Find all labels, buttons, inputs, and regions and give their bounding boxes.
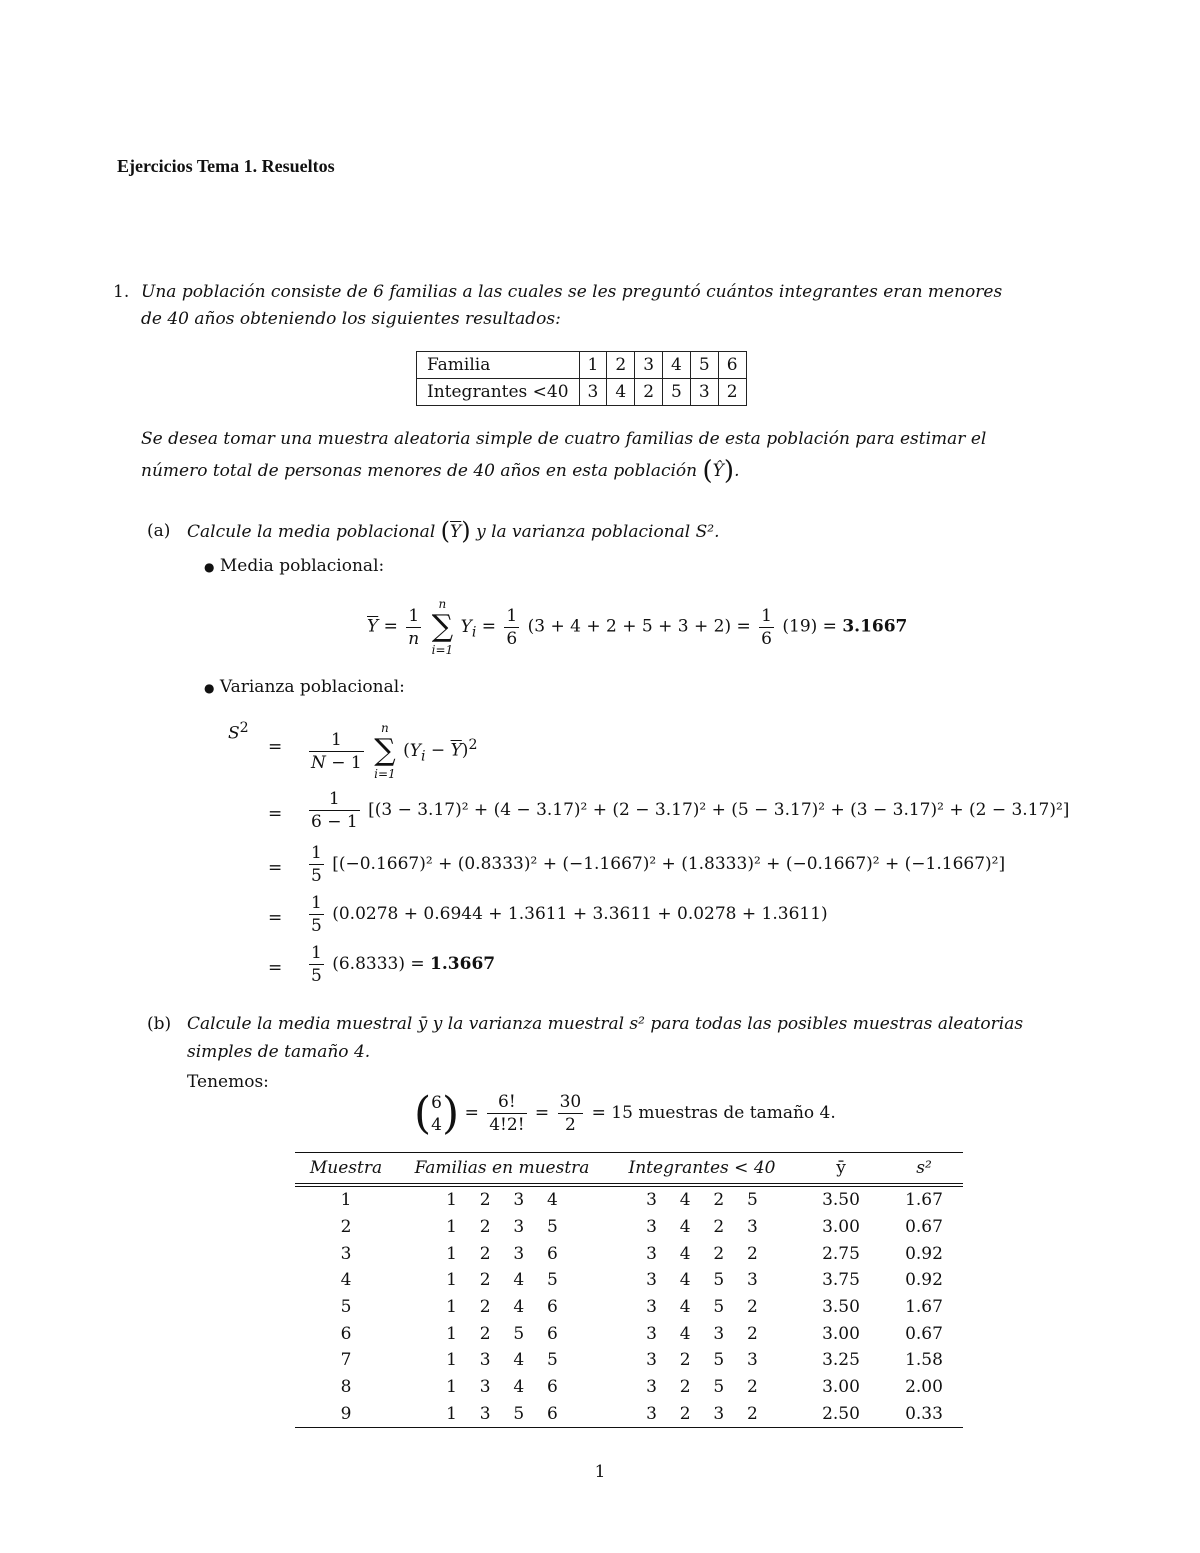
mean-expression2: (19) =	[782, 616, 837, 637]
sample-members: 3 2 5 2	[646, 1377, 758, 1398]
sample-mean: 3.25	[822, 1350, 860, 1371]
sample-number: 9	[295, 1401, 397, 1428]
part-a-question: Calcule la media poblacional $(\overline{Y})$ y la varianza poblacional S².	[187, 517, 720, 545]
sample-families: 1 3 4 6	[446, 1377, 558, 1398]
tenemos-text: Tenemos:	[187, 1072, 269, 1092]
family-cell: 2	[607, 352, 635, 379]
sample-families: 1 3 4 5	[446, 1350, 558, 1371]
bullet-media	[204, 553, 384, 580]
table-row	[295, 1185, 963, 1214]
family-label: Familia	[417, 352, 580, 379]
combination-equation: ( 6 4 ) = $\frac{6!}{4!2!}$ = $\frac{30}{2}$ = 15 muestras de tamaño 4.	[414, 1088, 836, 1139]
members-row	[417, 379, 747, 406]
sample-families: 1 2 4 6	[446, 1297, 558, 1318]
problem-number: 1.	[113, 282, 130, 302]
part-b-line1: Calcule la media muestral ȳ y la varianza muestral s² para todas las posibles muestras aleatorias	[187, 1014, 1024, 1034]
family-cell: 4	[663, 352, 691, 379]
variance-line5-text: (6.8333) =	[332, 954, 425, 974]
sample-members: 3 4 2 2	[646, 1243, 758, 1264]
table-row	[295, 1347, 963, 1374]
table-row	[295, 1294, 963, 1321]
goal-line1: Se desea tomar una muestra aleatoria simple de cuatro familias de esta población para estimar el	[141, 429, 987, 449]
sample-mean: 2.75	[822, 1243, 860, 1264]
combination-text: = 15 muestras de tamaño 4.	[591, 1103, 836, 1123]
variance-line3: $\frac{1}{5}$ [(−0.1667)² + (0.8333)² + (−1.1667)² + (1.8333)² + (−0.1667)² + (−1.1667)²]	[311, 843, 1006, 886]
sample-mean: 3.75	[822, 1270, 860, 1291]
members-cell: 3	[690, 379, 718, 406]
sample-members: 3 2 3 2	[607, 1401, 797, 1428]
members-cell: 3	[579, 379, 607, 406]
members-cell: 2	[718, 379, 746, 406]
part-a-text1: Calcule la media poblacional	[187, 522, 436, 542]
equals-sign: =	[268, 958, 283, 978]
sample-members: 3 4 2 3	[646, 1217, 758, 1238]
problem-statement-line2: de 40 años obteniendo los siguientes resultados:	[141, 309, 561, 329]
members-label: Integrantes <40	[417, 379, 580, 406]
sample-mean: 3.50	[822, 1297, 860, 1318]
sample-members: 3 2 5 3	[646, 1350, 758, 1371]
sample-number: 1	[340, 1190, 352, 1211]
bullet-icon: ●	[204, 560, 215, 574]
header-muestra: Muestra	[295, 1153, 397, 1186]
sample-variance: 0.33	[885, 1401, 963, 1428]
table-row	[295, 1320, 963, 1347]
part-a-symbol: $\overline{Y}$	[450, 522, 462, 542]
header-variance: s²	[885, 1153, 963, 1186]
sample-members: 3 4 5 2	[646, 1297, 758, 1318]
header-mean: ȳ	[797, 1153, 885, 1186]
sample-variance: 1.67	[905, 1190, 943, 1211]
bullet-varianza-text: Varianza poblacional:	[219, 677, 405, 697]
goal-text: número total de personas menores de 40 años en esta población	[141, 461, 698, 481]
bullet-varianza	[204, 674, 405, 701]
sample-mean: 3.00	[822, 1323, 860, 1344]
sample-members: 3 4 2 5	[646, 1190, 758, 1211]
table-row	[295, 1267, 963, 1294]
members-cell: 5	[663, 379, 691, 406]
sample-members: 3 4 5 3	[646, 1270, 758, 1291]
family-cell: 5	[690, 352, 718, 379]
sample-number: 2	[340, 1217, 352, 1238]
sample-mean: 3.00	[822, 1217, 860, 1238]
sample-number: 3	[340, 1243, 352, 1264]
sample-number: 5	[340, 1297, 352, 1318]
sample-number: 6	[340, 1323, 352, 1344]
mean-equation: $\overline{Y}$ = $\frac{1}{n}$ n ∑ i=1 $Y_i$ = $\frac{1}{6}$ (3 + 4 + 2 + 5 + 3 + 2) = $\frac{1}{6}$ (19) = 3.1667	[367, 597, 908, 657]
variance-result: 1.3667	[430, 954, 496, 974]
members-cell: 2	[635, 379, 663, 406]
sample-mean: 3.50	[822, 1190, 860, 1211]
family-table	[416, 351, 747, 406]
goal-symbol: Ŷ	[712, 461, 724, 481]
sample-variance: 2.00	[905, 1377, 943, 1398]
sample-members: 3 4 3 2	[646, 1323, 758, 1344]
sample-variance: 0.92	[905, 1270, 943, 1291]
members-cell: 4	[607, 379, 635, 406]
family-cell: 6	[718, 352, 746, 379]
sample-mean: 3.00	[822, 1377, 860, 1398]
bullet-icon: ●	[204, 681, 215, 695]
document-title: Ejercicios Tema 1. Resueltos	[117, 156, 335, 176]
table-row	[295, 1214, 963, 1241]
variance-line2-text: [(3 − 3.17)² + (4 − 3.17)² + (2 − 3.17)² + (5 − 3.17)² + (3 − 3.17)² + (2 − 3.17)²]	[368, 800, 1070, 820]
sample-variance: 0.92	[905, 1243, 943, 1264]
table-row	[295, 1401, 963, 1428]
part-a-text2: y la varianza poblacional S².	[476, 522, 720, 542]
sample-variance: 1.58	[905, 1350, 943, 1371]
part-b-line2: simples de tamaño 4.	[187, 1042, 371, 1062]
samples-header-row	[295, 1153, 963, 1186]
part-b-label: (b)	[147, 1014, 172, 1034]
sample-families: 1 3 5 6	[397, 1401, 607, 1428]
header-familias: Familias en muestra	[397, 1153, 607, 1186]
table-row	[295, 1374, 963, 1401]
variance-line2: $\frac{1}{6 - 1}$ [(3 − 3.17)² + (4 − 3.17)² + (2 − 3.17)² + (5 − 3.17)² + (3 − 3.17)² + (2 − 3.17)²]	[311, 789, 1070, 832]
sample-families: 1 2 3 5	[446, 1217, 558, 1238]
family-cell: 1	[579, 352, 607, 379]
sample-mean: 2.50	[797, 1401, 885, 1428]
sample-families: 1 2 5 6	[446, 1323, 558, 1344]
variance-line4-text: (0.0278 + 0.6944 + 1.3611 + 3.3611 + 0.0278 + 1.3611)	[332, 904, 828, 924]
variance-line5: $\frac{1}{5}$ (6.8333) = 1.3667	[311, 943, 496, 986]
sample-number: 8	[340, 1377, 352, 1398]
equals-sign: =	[268, 908, 283, 928]
part-a-label: (a)	[147, 521, 171, 541]
sample-variance: 0.67	[905, 1323, 943, 1344]
variance-line3-text: [(−0.1667)² + (0.8333)² + (−1.1667)² + (1.8333)² + (−0.1667)² + (−1.1667)²]	[332, 854, 1006, 874]
samples-table	[295, 1152, 963, 1428]
variance-line4: $\frac{1}{5}$ (0.0278 + 0.6944 + 1.3611 + 3.3611 + 0.0278 + 1.3611)	[311, 893, 828, 936]
equals-sign: =	[268, 804, 283, 824]
goal-line2: número total de personas menores de 40 años en esta población (Ŷ).	[141, 456, 740, 486]
sample-number: 4	[340, 1270, 352, 1291]
sample-families: 1 2 3 6	[446, 1243, 558, 1264]
bullet-media-text: Media poblacional:	[219, 556, 385, 576]
problem-statement-line1: Una población consiste de 6 familias a las cuales se les preguntó cuántos integrantes eran menores	[141, 282, 1003, 302]
mean-expression: (3 + 4 + 2 + 5 + 3 + 2) =	[527, 616, 751, 637]
variance-line1: $S^2$ = $\frac{1}{N - 1}$ n ∑ i=1 $(Y_i - \overline{Y})^2$	[228, 720, 478, 781]
table-row	[295, 1240, 963, 1267]
sample-families: 1 2 3 4	[446, 1190, 558, 1211]
page-number: 1	[594, 1462, 606, 1482]
family-cell: 3	[635, 352, 663, 379]
sample-variance: 1.67	[905, 1297, 943, 1318]
header-integrantes: Integrantes < 40	[607, 1153, 797, 1186]
sample-variance: 0.67	[905, 1217, 943, 1238]
sample-families: 1 2 4 5	[446, 1270, 558, 1291]
equals-sign: =	[268, 858, 283, 878]
sample-number: 7	[340, 1350, 352, 1371]
family-row	[417, 352, 747, 379]
mean-result: 3.1667	[842, 616, 908, 637]
